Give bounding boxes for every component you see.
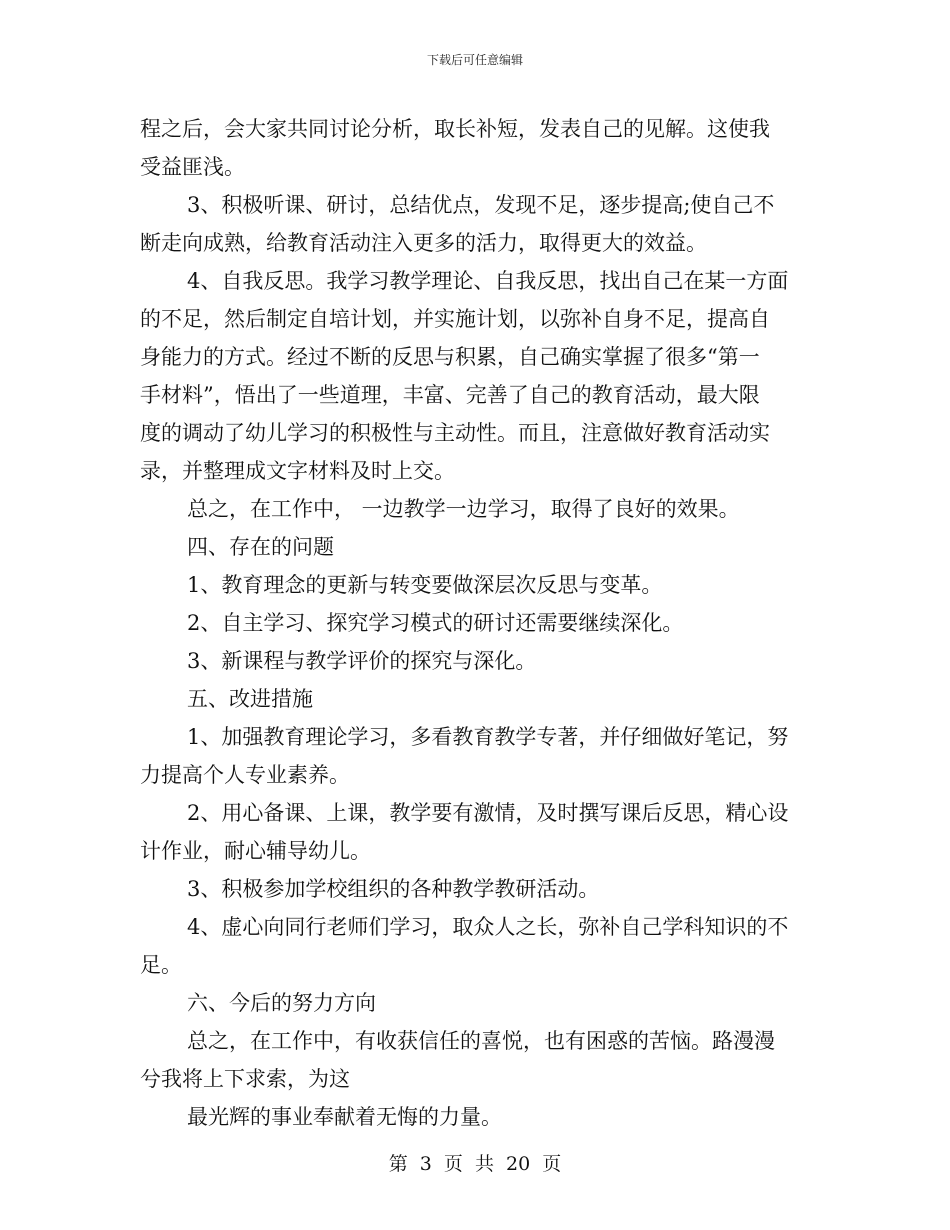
text-line: 兮我将上下求索，为这 xyxy=(140,1067,350,1091)
text-line: 断走向成熟，给教育活动注入更多的活力，取得更大的效益。 xyxy=(140,231,707,255)
text-line: 3、积极听课、研讨，总结优点，发现不足，逐步提高;使自己不 xyxy=(187,193,775,217)
text-line: 六、今后的努力方向 xyxy=(187,991,376,1015)
text-line: 手材料”，悟出了一些道理，丰富、完善了自己的教育活动，最大限 xyxy=(140,383,760,407)
text-line: 1、教育理念的更新与转变要做深层次反思与变革。 xyxy=(187,573,663,597)
text-line: 足。 xyxy=(140,953,182,977)
text-line: 五、改进措施 xyxy=(187,687,313,711)
page-header: 下载后可任意编辑 xyxy=(426,53,523,67)
text-line: 3、积极参加学校组织的各种教学教研活动。 xyxy=(187,877,600,901)
text-line: 2、自主学习、探究学习模式的研讨还需要继续深化。 xyxy=(187,611,684,635)
text-line: 四、存在的问题 xyxy=(187,535,334,559)
text-line: 3、新课程与教学评价的探究与深化。 xyxy=(187,649,537,673)
text-line: 1、加强教育理论学习，多看教育教学专著，并仔细做好笔记，努 xyxy=(187,725,789,749)
text-line: 总之，在工作中， 一边教学一边学习，取得了良好的效果。 xyxy=(187,497,740,521)
text-line: 程之后，会大家共同讨论分析，取长补短，发表自己的见解。这使我 xyxy=(140,117,770,141)
text-line: 4、自我反思。我学习教学理论、自我反思，找出自己在某一方面 xyxy=(187,269,789,293)
text-line: 最光辉的事业奉献着无悔的力量。 xyxy=(187,1105,502,1129)
page-number-footer: 第 3 页 共 20 页 xyxy=(388,1153,562,1175)
text-line: 受益匪浅。 xyxy=(140,155,245,179)
text-line: 度的调动了幼儿学习的积极性与主动性。而且，注意做好教育活动实 xyxy=(140,421,770,445)
document-body xyxy=(140,110,810,1136)
text-line: 4、虚心向同行老师们学习，取众人之长，弥补自己学科知识的不 xyxy=(187,915,789,939)
text-line: 总之，在工作中，有收获信任的喜悦，也有困惑的苦恼。路漫漫 xyxy=(187,1029,775,1053)
text-line: 的不足，然后制定自培计划，并实施计划，以弥补自身不足，提高自 xyxy=(140,307,770,331)
text-line: 计作业，耐心辅导幼儿。 xyxy=(140,839,371,863)
text-line: 2、用心备课、上课，教学要有激情，及时撰写课后反思，精心设 xyxy=(187,801,789,825)
text-line: 身能力的方式。经过不断的反思与积累，自己确实掌握了很多“第一 xyxy=(140,345,760,369)
text-line: 录，并整理成文字材料及时上交。 xyxy=(140,459,455,483)
text-line: 力提高个人专业素养。 xyxy=(140,763,350,787)
